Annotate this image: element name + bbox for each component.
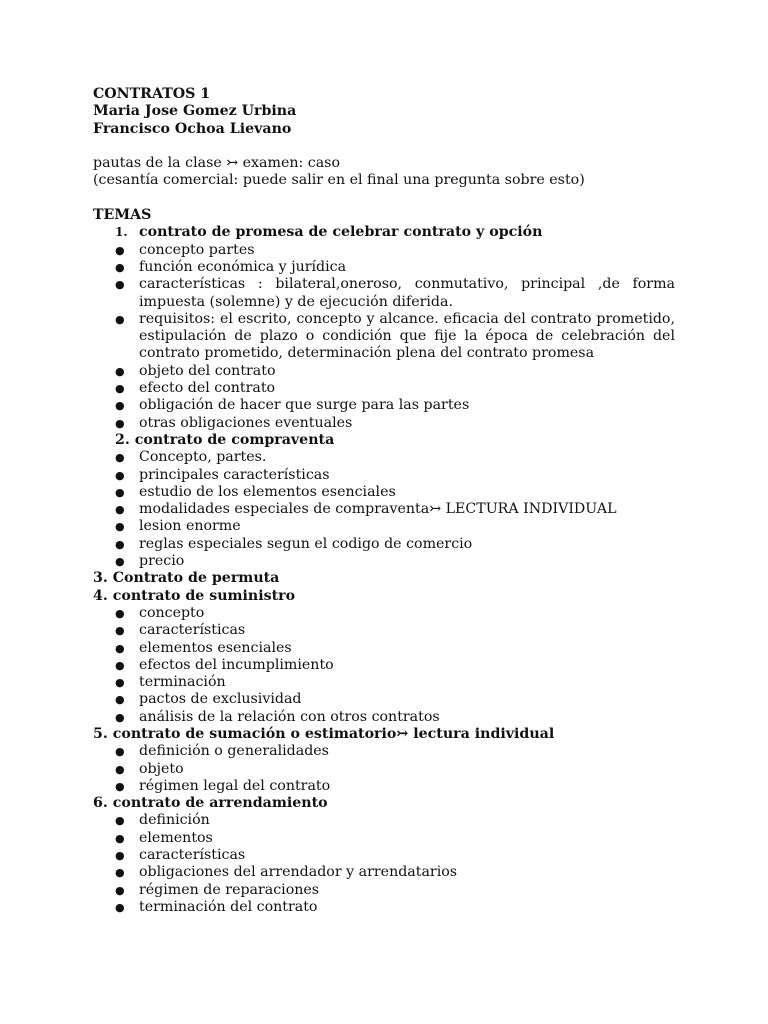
bullet-icon: ● (115, 451, 125, 465)
section-heading: 4. contrato de suministro (93, 587, 296, 604)
list-item: ● estudio de los elementos esenciales (115, 483, 396, 500)
list-item: ● análisis de la relación con otros contratos (115, 708, 440, 725)
bullet-icon: ● (115, 485, 125, 499)
bullet-icon: ● (115, 745, 125, 759)
section-heading: 2. contrato de compraventa (115, 431, 335, 448)
bullet-icon: ● (115, 537, 125, 551)
bullet-icon: ● (115, 658, 125, 672)
list-item: ● reglas especiales segun el codigo de comercio (115, 535, 473, 552)
list-item: ● obligación de hacer que surge para las partes (115, 397, 470, 414)
section-heading: 5. contrato de sumación o estimatorio↣ lectura individual (93, 725, 555, 742)
document-content (93, 86, 675, 916)
section-number: 1. (115, 225, 128, 240)
bullet-icon: ● (115, 710, 125, 724)
bullet-icon: ● (115, 693, 125, 707)
author-name: Francisco Ochoa Lievano (93, 120, 292, 137)
bullet-icon: ● (115, 243, 125, 257)
bullet-icon: ● (115, 779, 125, 793)
section-heading (93, 224, 675, 241)
bullet-icon: ● (115, 831, 125, 845)
section-heading: 6. contrato de arrendamiento (93, 795, 328, 812)
bullet-icon: ● (115, 278, 125, 292)
list-item: ● otras obligaciones eventuales (115, 414, 353, 431)
bullet-icon: ● (115, 416, 125, 430)
note-line: pautas de la clase ↣ examen: caso (93, 155, 341, 172)
list-item: ● lesion enorme (115, 518, 241, 535)
list-item: ● objeto del contrato (115, 362, 276, 379)
bullet-icon: ● (115, 399, 125, 413)
bullet-icon: ● (115, 814, 125, 828)
list-item: ● concepto partes (115, 241, 255, 258)
list-item: ● definición o generalidades (115, 743, 329, 760)
list-item: ● terminación (115, 674, 226, 691)
bullet-icon: ● (115, 866, 125, 880)
section-heading: 3. Contrato de permuta (93, 570, 280, 587)
bullet-icon: ● (115, 641, 125, 655)
list-item: ● concepto (115, 604, 205, 621)
list-item: ● requisitos: el escrito, concepto y alcance. eficacia del contrato prometido, estipulación de plazo o condición que fije la época de celebración del contrato prometido, determinación plena del contrato promesa (115, 310, 675, 362)
list-item: ● efecto del contrato (115, 380, 276, 397)
bullet-icon: ● (115, 624, 125, 638)
list-item: ● Concepto, partes. (115, 449, 267, 466)
bullet-icon: ● (115, 364, 125, 378)
bullet-icon: ● (115, 312, 125, 326)
list-item: ● terminación del contrato (115, 898, 318, 915)
list-item: ● características : bilateral,oneroso, conmutativo, principal ,de forma impuesta (solemne) y de ejecución diferida. (115, 276, 675, 310)
bullet-icon: ● (115, 676, 125, 690)
list-item: ● pactos de exclusividad (115, 691, 302, 708)
bullet-icon: ● (115, 382, 125, 396)
bullet-icon: ● (115, 900, 125, 914)
list-item: ● elementos (115, 829, 213, 846)
list-item: ● régimen de reparaciones (115, 881, 320, 898)
bullet-icon: ● (115, 762, 125, 776)
temas-heading: TEMAS (93, 207, 152, 224)
list-item: ● características (115, 622, 246, 639)
note-line: (cesantía comercial: puede salir en el final una pregunta sobre esto) (93, 172, 585, 189)
list-item: ● modalidades especiales de compraventa↣ LECTURA INDIVIDUAL (115, 501, 617, 518)
bullet-icon: ● (115, 883, 125, 897)
bullet-icon: ● (115, 520, 125, 534)
bullet-icon: ● (115, 606, 125, 620)
list-item: ● elementos esenciales (115, 639, 292, 656)
list-item: ● función económica y jurídica (115, 258, 347, 275)
list-item: ● régimen legal del contrato (115, 777, 331, 794)
list-item: ● efectos del incumplimiento (115, 656, 334, 673)
bullet-icon: ● (115, 503, 125, 517)
list-item: ● obligaciones del arrendador y arrendatarios (115, 864, 458, 881)
bullet-icon: ● (115, 468, 125, 482)
bullet-icon: ● (115, 849, 125, 863)
bullet-icon: ● (115, 555, 125, 569)
document-title: CONTRATOS 1 (93, 86, 211, 102)
list-item: ● principales características (115, 466, 330, 483)
author-name: Maria Jose Gomez Urbina (93, 103, 297, 120)
list-item: ● objeto (115, 760, 184, 777)
bullet-icon: ● (115, 260, 125, 274)
section-title: contrato de promesa de celebrar contrato y opción (139, 224, 543, 241)
list-item: ● características (115, 847, 246, 864)
list-item: ● definición (115, 812, 210, 829)
list-item: ● precio (115, 553, 185, 570)
